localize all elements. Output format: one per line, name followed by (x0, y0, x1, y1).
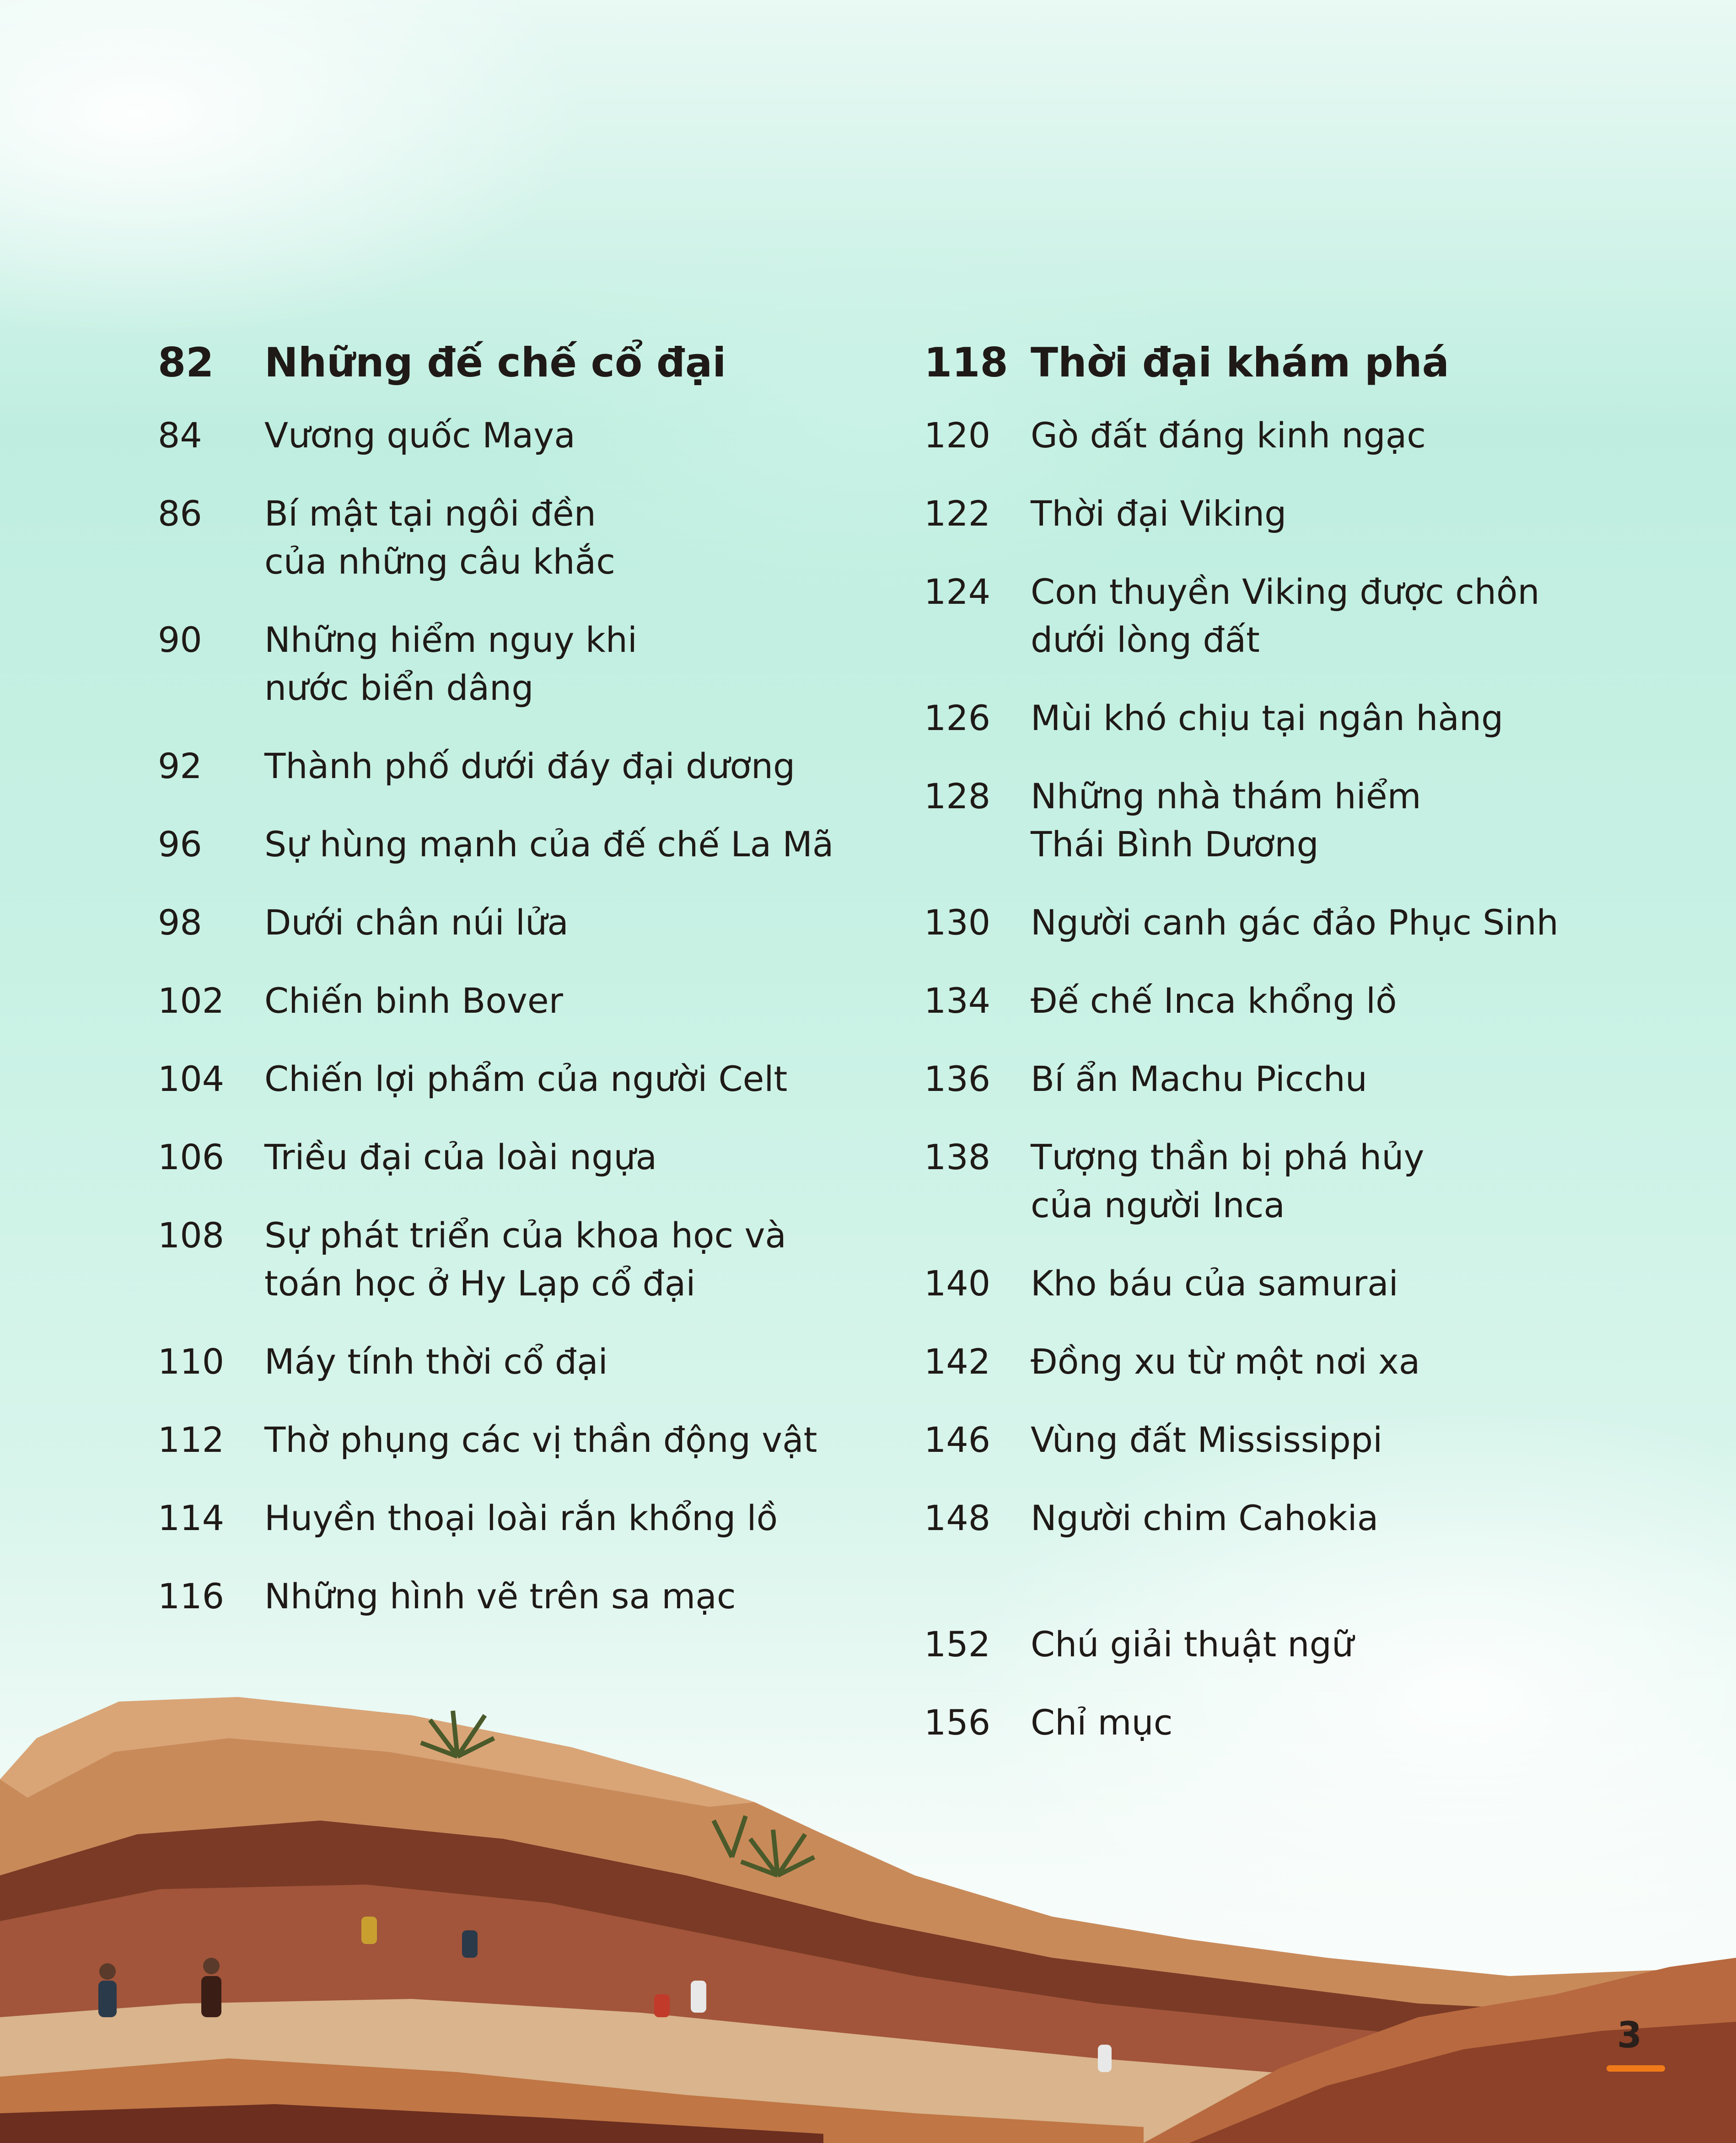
toc-page-number: 136 (924, 1058, 991, 1099)
toc-entry-title: Những hình vẽ trên sa mạc (264, 1576, 736, 1617)
toc-page-number: 126 (924, 698, 991, 738)
toc-entry (924, 1698, 1702, 1746)
toc-entry-title: Vùng đất Mississippi (1031, 1419, 1383, 1460)
toc-entry-title: Máy tính thời cổ đại (264, 1341, 608, 1382)
toc-page-number: 124 (924, 571, 991, 612)
toc-page-number: 116 (158, 1576, 225, 1617)
toc-entry-title: Dưới chân núi lửa (264, 902, 569, 943)
toc-entry-title: Vương quốc Maya (264, 415, 575, 456)
toc-page-number: 142 (924, 1341, 991, 1382)
toc-entry-title: Thờ phụng các vị thần động vật (264, 1419, 817, 1460)
toc-entry-title: Kho báu của samurai (1031, 1263, 1398, 1304)
toc-entry (924, 772, 1702, 868)
toc-page-number: 140 (924, 1263, 991, 1304)
toc-page-number: 148 (924, 1498, 991, 1538)
toc-entry (158, 898, 935, 946)
toc-page-number: 108 (158, 1215, 225, 1256)
toc-entry-title: Con thuyền Viking được chôn dưới lòng đất (1031, 571, 1540, 660)
toc-page-number: 146 (924, 1419, 991, 1460)
toc-page-number: 110 (158, 1341, 225, 1382)
toc-entry (158, 411, 935, 459)
toc-page-number: 156 (924, 1702, 991, 1743)
toc-entry-title: Bí ẩn Machu Picchu (1031, 1058, 1367, 1099)
toc-page-number: 96 (158, 824, 202, 865)
toc-entry-title: Những nhà thám hiểm Thái Bình Dương (1031, 776, 1421, 865)
toc-entry (924, 1055, 1702, 1103)
toc-entry (158, 820, 935, 868)
toc-entry (158, 1494, 935, 1542)
toc-entry-title: Chiến lợi phẩm của người Celt (264, 1058, 788, 1099)
toc-page-number: 152 (924, 1624, 991, 1665)
toc-entry (924, 1259, 1702, 1307)
toc-entry-title: Thời đại Viking (1031, 493, 1287, 534)
toc-entry (924, 1416, 1702, 1464)
toc-entry-title: Thời đại khám phá (1031, 339, 1450, 386)
toc-page-number: 104 (158, 1058, 225, 1099)
toc-entry (924, 977, 1702, 1025)
toc-entry-title: Đồng xu từ một nơi xa (1031, 1341, 1420, 1382)
toc-page-number: 98 (158, 902, 202, 943)
toc-right-column (924, 338, 1702, 1777)
toc-page-number: 122 (924, 493, 991, 534)
toc-entry-title: Chú giải thuật ngữ (1031, 1624, 1354, 1665)
toc-entry (158, 1133, 935, 1181)
toc-entry (158, 742, 935, 790)
toc-page-number: 130 (924, 902, 991, 943)
toc-entry-title: Những đế chế cổ đại (264, 339, 726, 386)
toc-entry (158, 977, 935, 1025)
toc-entry (158, 616, 935, 712)
toc-entry (924, 1337, 1702, 1386)
toc-entry-title: Mùi khó chịu tại ngân hàng (1031, 698, 1504, 738)
toc-entry (924, 694, 1702, 742)
toc-entry-title: Đế chế Inca khổng lồ (1031, 980, 1397, 1021)
toc-entry-title: Gò đất đáng kinh ngạc (1031, 415, 1426, 456)
toc-page-number: 102 (158, 980, 225, 1021)
toc-page-number: 134 (924, 980, 991, 1021)
toc-entry (924, 411, 1702, 459)
toc-section-heading (158, 338, 935, 387)
toc-entry (158, 1416, 935, 1464)
toc-entry-title: Huyền thoại loài rắn khổng lồ (264, 1498, 778, 1538)
toc-entry-title: Sự phát triển của khoa học và toán học ở Hy Lạp cổ đại (264, 1215, 787, 1304)
toc-page-number: 86 (158, 493, 202, 534)
toc-entry (924, 568, 1702, 664)
toc-page-number: 114 (158, 1498, 225, 1538)
toc-entry (158, 1572, 935, 1620)
toc-entry-title: Thành phố dưới đáy đại dương (264, 746, 795, 786)
toc-page-number: 112 (158, 1419, 225, 1460)
toc-entry (158, 1211, 935, 1307)
toc-entry (924, 1620, 1702, 1668)
toc-entry (158, 1337, 935, 1386)
toc-page-number: 128 (924, 776, 991, 816)
toc-page-number: 90 (158, 619, 202, 660)
toc-entry-title: Chỉ mục (1031, 1702, 1173, 1743)
toc-page-number: 138 (924, 1137, 991, 1177)
toc-entry (924, 1133, 1702, 1229)
toc-entry-title: Những hiểm nguy khi nước biển dâng (264, 619, 637, 708)
toc-page-number: 92 (158, 746, 202, 786)
toc-entry (158, 1055, 935, 1103)
toc-page-number: 120 (924, 415, 991, 456)
toc-entry (924, 489, 1702, 537)
toc-entry (158, 489, 935, 585)
toc-page-number: 118 (924, 339, 1008, 386)
toc-entry-title: Chiến binh Bover (264, 980, 563, 1021)
toc-left-column (158, 338, 935, 1650)
toc-entry-title: Bí mật tại ngôi đền của những câu khắc (264, 493, 615, 582)
toc-entry-title: Tượng thần bị phá hủy của người Inca (1031, 1137, 1424, 1225)
toc-entry-title: Sự hùng mạnh của đế chế La Mã (264, 824, 834, 865)
toc-entry-title: Người canh gác đảo Phục Sinh (1031, 902, 1559, 943)
page-number-underline (1607, 2065, 1665, 2072)
page-number: 3 (1617, 2015, 1642, 2056)
toc-entry-title: Người chim Cahokia (1031, 1498, 1379, 1538)
toc-entry (924, 1494, 1702, 1542)
toc-entry (924, 898, 1702, 946)
toc-page-number: 82 (158, 339, 214, 386)
toc-page-number: 106 (158, 1137, 225, 1177)
toc-entry-title: Triều đại của loài ngựa (264, 1137, 657, 1177)
toc-section-heading (924, 338, 1702, 387)
toc-page-number: 84 (158, 415, 202, 456)
